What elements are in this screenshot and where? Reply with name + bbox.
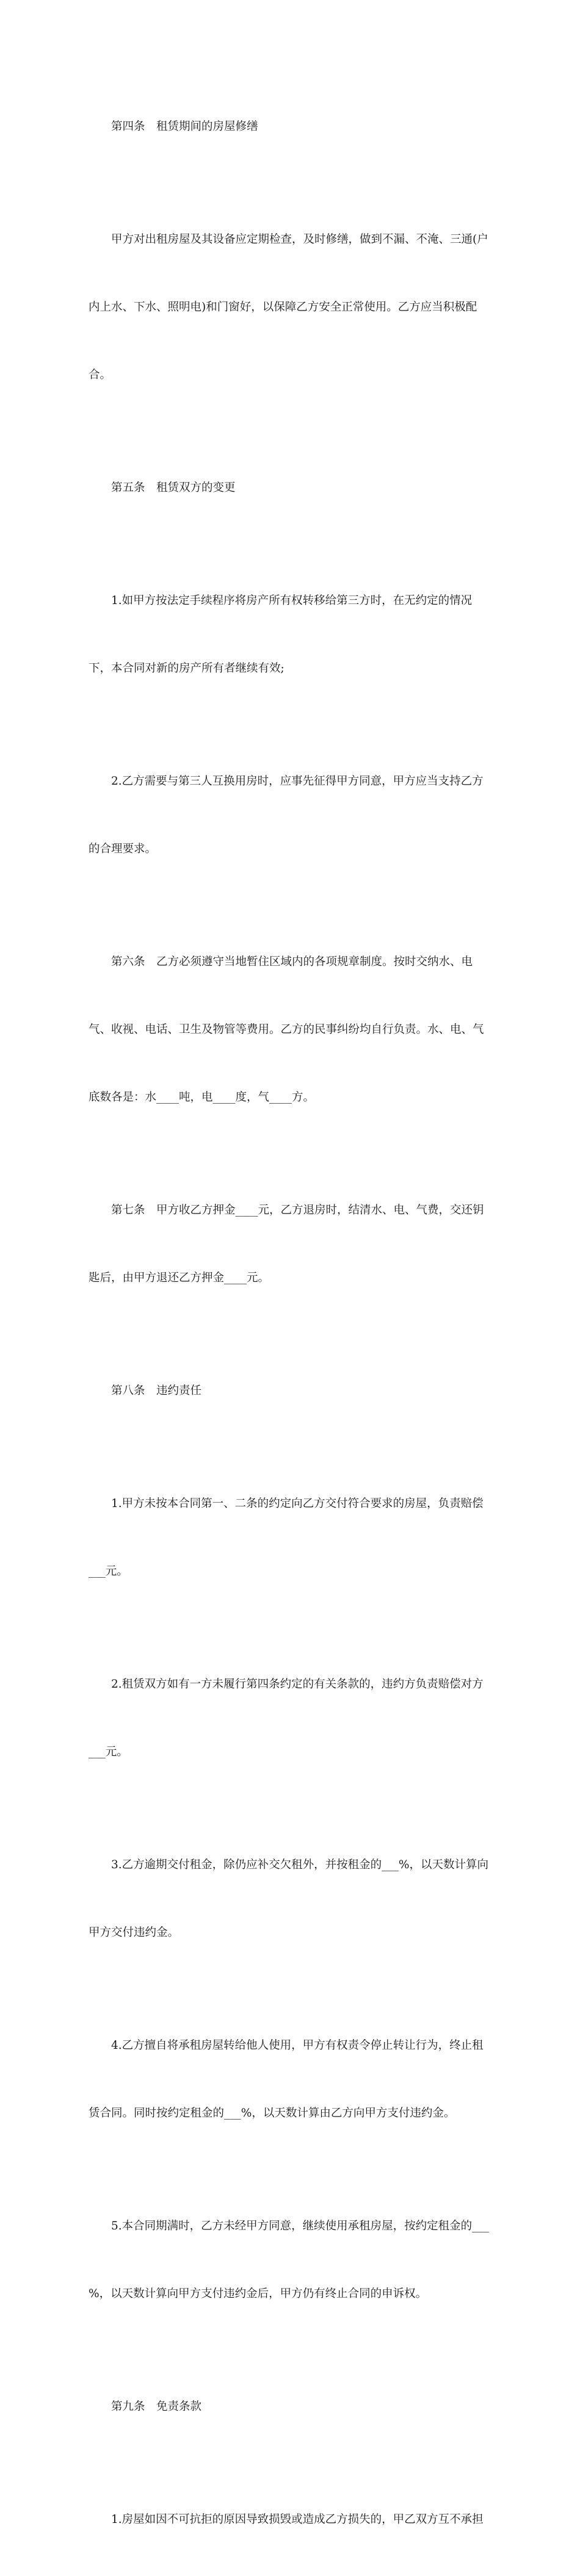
article-8-item-4 <box>89 1989 491 2170</box>
text-line: 2.乙方需要与第三人互换用房时，应事先征得甲方同意，甲方应当支持乙方 <box>111 775 484 788</box>
text-line: 4.乙方擅自将承租房屋转给他人使用，甲方有权责令停止转让行为，终止租 <box>111 2039 484 2052</box>
article-8-item-1 <box>89 1447 491 1628</box>
text-line: 第九条 免责条款 <box>111 2400 202 2413</box>
text-line: 底数各是：水____吨，电____度，气____方。 <box>89 1091 315 1104</box>
article-5-heading <box>89 431 491 544</box>
text-line: 甲方对出租房屋及其设备应定期检查，及时修缮，做到不漏、不淹、三通(户 <box>111 233 488 246</box>
text-line: 2.租赁双方如有一方未履行第四条约定的有关条款的，违约方负责赔偿对方 <box>111 1678 484 1691</box>
text-line: ___元。 <box>89 1565 128 1578</box>
article-8-item-5 <box>89 2170 491 2350</box>
article-5-item-1 <box>89 544 491 725</box>
text-line: ___元。 <box>89 1746 128 1758</box>
text-line: 第五条 租赁双方的变更 <box>111 481 236 494</box>
text-line: 的合理要求。 <box>89 843 157 855</box>
article-8-item-3 <box>89 1808 491 1989</box>
contract-body <box>89 70 491 2576</box>
text-line: 甲方交付违约金。 <box>89 1926 179 1939</box>
text-line: 1.房屋如因不可抗拒的原因导致损毁或造成乙方损失的，甲乙双方互不承担 <box>111 2513 484 2526</box>
article-4-heading <box>89 70 491 183</box>
text-line: 第七条 甲方收乙方押金____元，乙方退房时，结清水、电、气费，交还钥 <box>111 1204 484 1217</box>
text-line: 3.乙方逾期交付租金，除仍应补交欠租外，并按租金的___%，以天数计算向 <box>111 1858 488 1871</box>
article-9-heading <box>89 2350 491 2463</box>
text-line: 第六条 乙方必须遵守当地暂住区域内的各项规章制度。按时交纳水、电 <box>111 955 473 968</box>
text-line: 内上水、下水、照明电)和门窗好，以保障乙方安全正常使用。乙方应当积极配 <box>89 301 477 314</box>
article-9-item-1 <box>89 2463 491 2576</box>
article-4-paragraph <box>89 183 491 431</box>
article-5-item-2 <box>89 725 491 905</box>
text-line: 合。 <box>89 369 112 381</box>
text-line: 1.如甲方按法定手续程序将房产所有权转移给第三方时，在无约定的情况 <box>111 594 473 607</box>
text-line: %，以天数计算向甲方支付违约金后，甲方仍有终止合同的申诉权。 <box>89 2287 427 2300</box>
text-line: 匙后，由甲方退还乙方押金____元。 <box>89 1272 270 1284</box>
article-8-item-2 <box>89 1628 491 1808</box>
text-line: 赁合同。同时按约定租金的___%，以天数计算由乙方向甲方支付违约金。 <box>89 2107 455 2120</box>
text-line: 下，本合同对新的房产所有者继续有效; <box>89 662 285 675</box>
text-line: 5.本合同期满时，乙方未经甲方同意，继续使用承租房屋，按约定租金的___ <box>111 2220 489 2232</box>
article-6-paragraph <box>89 905 491 1154</box>
text-line: 第四条 租赁期间的房屋修缮 <box>111 120 258 133</box>
text-line: 1.甲方未按本合同第一、二条的约定向乙方交付符合要求的房屋，负责赔偿 <box>111 1497 484 1510</box>
text-line: 第八条 违约责任 <box>111 1384 202 1397</box>
text-line: 气、收视、电话、卫生及物管等费用。乙方的民事纠纷均自行负责。水、电、气 <box>89 1023 484 1036</box>
article-8-heading <box>89 1334 491 1447</box>
article-7-paragraph <box>89 1154 491 1334</box>
